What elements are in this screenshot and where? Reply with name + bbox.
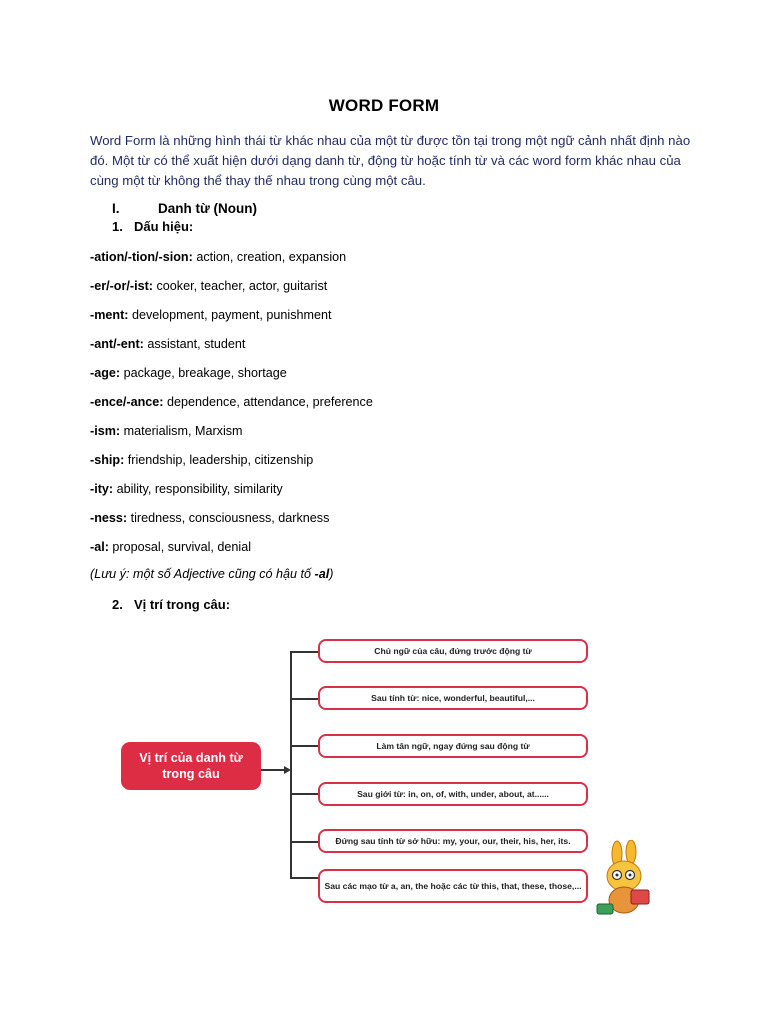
branch-line xyxy=(290,793,318,795)
suffix-rule xyxy=(90,481,690,510)
connector-line xyxy=(261,769,286,771)
note-body: (Lưu ý: một số Adjective cũng có hậu tố xyxy=(90,567,315,581)
suffix-examples: dependence, attendance, preference xyxy=(163,395,373,409)
diagram-item: Làm tân ngữ, ngay đứng sau động từ xyxy=(318,734,588,758)
page-title: WORD FORM xyxy=(328,96,440,115)
branch-line xyxy=(290,651,318,653)
bunny-reading-mascot-icon xyxy=(595,840,657,918)
suffix-rule xyxy=(90,394,690,423)
suffix-examples: development, payment, punishment xyxy=(128,308,332,322)
subheading-number: 1. xyxy=(112,219,123,234)
diagram-center-node: Vị trí của danh từ trong câu xyxy=(121,742,261,790)
diagram-item: Sau các mạo từ a, an, the hoặc các từ this, that, these, those,... xyxy=(318,869,588,903)
suffix-rule xyxy=(90,539,690,568)
suffix: -ment: xyxy=(90,308,129,322)
branch-line xyxy=(290,877,318,879)
trunk-line xyxy=(290,651,292,877)
suffix-rule xyxy=(90,278,690,307)
suffix-rule xyxy=(90,365,690,394)
diagram-item: Chủ ngữ của câu, đứng trước động từ xyxy=(318,639,588,663)
suffix-rule xyxy=(90,423,690,452)
suffix-examples: materialism, Marxism xyxy=(120,424,243,438)
subheading-label: Dấu hiệu: xyxy=(134,219,194,234)
section-heading-noun xyxy=(112,201,257,216)
suffix-rule xyxy=(90,307,690,336)
diagram-item: Sau tính từ: nice, wonderful, beautiful,... xyxy=(318,686,588,710)
section-number: I. xyxy=(112,201,120,216)
suffix-rules-list xyxy=(90,249,690,568)
suffix-examples: assistant, student xyxy=(143,337,246,351)
intro-paragraph: Word Form là những hình thái từ khác nhau của một từ được tồn tại trong một ngữ cảnh nhất định nào đó. Một từ có thể xuất hiện dưới dạng danh từ, động từ hoặc tính từ và các word form khác nhau của cùng một từ không thể thay thế nhau trong cùng một câu. xyxy=(90,133,691,188)
suffix-examples: cooker, teacher, actor, guitarist xyxy=(152,279,328,293)
note-suffix: -al xyxy=(314,567,330,581)
suffix-examples: ability, responsibility, similarity xyxy=(113,482,283,496)
suffix-examples: friendship, leadership, citizenship xyxy=(124,453,314,467)
suffix-examples: package, breakage, shortage xyxy=(120,366,287,380)
suffix-rule xyxy=(90,249,690,278)
diagram-item: Đứng sau tính từ sở hữu: my, your, our, their, his, her, its. xyxy=(318,829,588,853)
branch-line xyxy=(290,841,318,843)
suffix-rule xyxy=(90,336,690,365)
subheading-position xyxy=(112,597,230,612)
section-label: Danh từ (Noun) xyxy=(158,201,258,216)
suffix: -ity: xyxy=(90,482,114,496)
suffix: -ant/-ent: xyxy=(90,337,144,351)
note-close: ) xyxy=(329,567,334,581)
suffix-examples: action, creation, expansion xyxy=(192,250,347,264)
suffix: -ship: xyxy=(90,453,125,467)
note-text xyxy=(90,567,333,581)
suffix-examples: tiredness, consciousness, darkness xyxy=(127,511,330,525)
suffix: -ence/-ance: xyxy=(90,395,164,409)
diagram-item: Sau giới từ: in, on, of, with, under, about, at...... xyxy=(318,782,588,806)
branch-line xyxy=(290,698,318,700)
suffix: -ness: xyxy=(90,511,128,525)
suffix: -er/-or/-ist: xyxy=(90,279,153,293)
branch-line xyxy=(290,745,318,747)
suffix: -ism: xyxy=(90,424,121,438)
suffix-rule xyxy=(90,510,690,539)
suffix: -age: xyxy=(90,366,121,380)
subheading-number: 2. xyxy=(112,597,123,612)
suffix-examples: proposal, survival, denial xyxy=(108,540,251,554)
suffix: -al: xyxy=(90,540,109,554)
suffix: -ation/-tion/-sion: xyxy=(90,250,193,264)
subheading-signs xyxy=(112,219,193,234)
subheading-label: Vị trí trong câu: xyxy=(134,597,231,612)
noun-position-diagram xyxy=(120,635,660,915)
suffix-rule xyxy=(90,452,690,481)
